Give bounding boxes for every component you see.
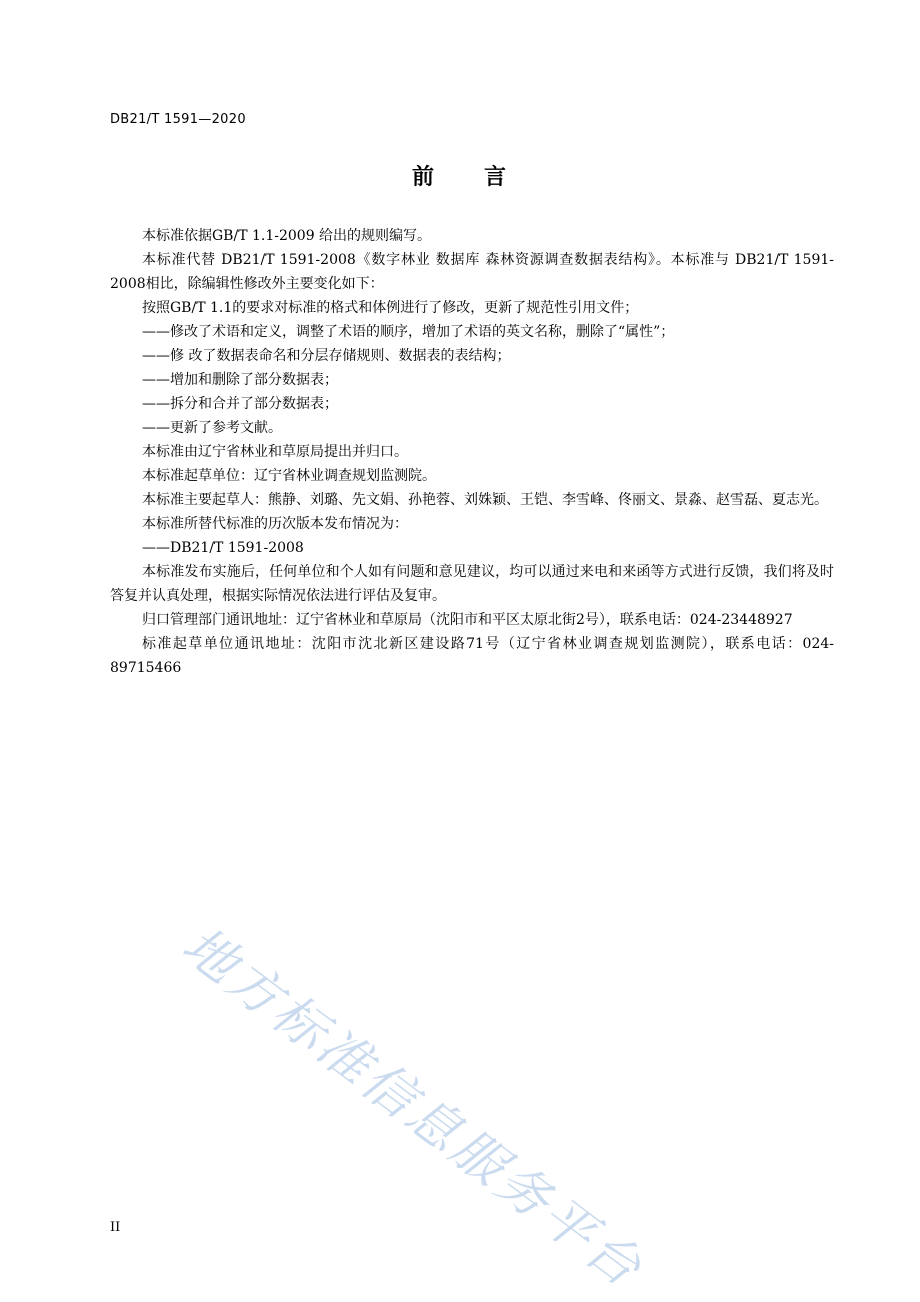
paragraph-drafter-address: 标准起草单位通讯地址：沈阳市沈北新区建设路71号（辽宁省林业调查规划监测院），联系电话：024-89715466 xyxy=(110,636,834,676)
paragraph-feedback: 本标准发布实施后，任何单位和个人如有问题和意见建议，均可以通过来电和来函等方式进行反馈，我们将及时答复并认真处理，根据实际情况依法进行评估及复审。 xyxy=(110,564,834,604)
paragraph-drafters: 本标准主要起草人：熊静、刘璐、先文娟、孙艳蓉、刘姝颖、王铠、李雪峰、佟丽文、景淼、赵雪磊、夏志光。 xyxy=(142,492,828,508)
foreword-body xyxy=(110,224,834,680)
paragraph-drafting-unit: 本标准起草单位：辽宁省林业调查规划监测院。 xyxy=(142,468,436,484)
paragraph-history-item: ——DB21/T 1591-2008 xyxy=(142,540,304,556)
paragraph-change-terms: ——修改了术语和定义，调整了术语的顺序，增加了术语的英文名称，删除了“属性”； xyxy=(142,324,675,340)
paragraph-proposer: 本标准由辽宁省林业和草原局提出并归口。 xyxy=(142,444,408,460)
page-title: 前 言 xyxy=(411,165,508,190)
paragraph-history-intro: 本标准所替代标准的历次版本发布情况为： xyxy=(142,516,408,532)
document-code: DB21/T 1591—2020 xyxy=(110,112,246,127)
paragraph-change-references: ——更新了参考文献。 xyxy=(142,420,282,436)
paragraph-change-split-merge: ——拆分和合并了部分数据表； xyxy=(142,396,338,412)
watermark: 地方标准信息服务平台 xyxy=(171,915,655,1301)
page-number: II xyxy=(110,1220,121,1235)
paragraph-drafting-rules: 本标准依据GB/T 1.1-2009 给出的规则编写。 xyxy=(142,228,432,244)
paragraph-change-format: 按照GB/T 1.1的要求对标准的格式和体例进行了修改，更新了规范性引用文件； xyxy=(142,300,639,316)
paragraph-replaces: 本标准代替 DB21/T 1591-2008《数字林业 数据库 森林资源调查数据表结构》。本标准与 DB21/T 1591-2008相比，除编辑性修改外主要变化如下： xyxy=(110,252,834,292)
paragraph-change-naming: ——修 改了数据表命名和分层存储规则、数据表的表结构； xyxy=(142,348,511,364)
paragraph-admin-address: 归口管理部门通讯地址：辽宁省林业和草原局（沈阳市和平区太原北街2号），联系电话：024-23448927 xyxy=(142,612,793,628)
paragraph-change-add-delete: ——增加和删除了部分数据表； xyxy=(142,372,338,388)
